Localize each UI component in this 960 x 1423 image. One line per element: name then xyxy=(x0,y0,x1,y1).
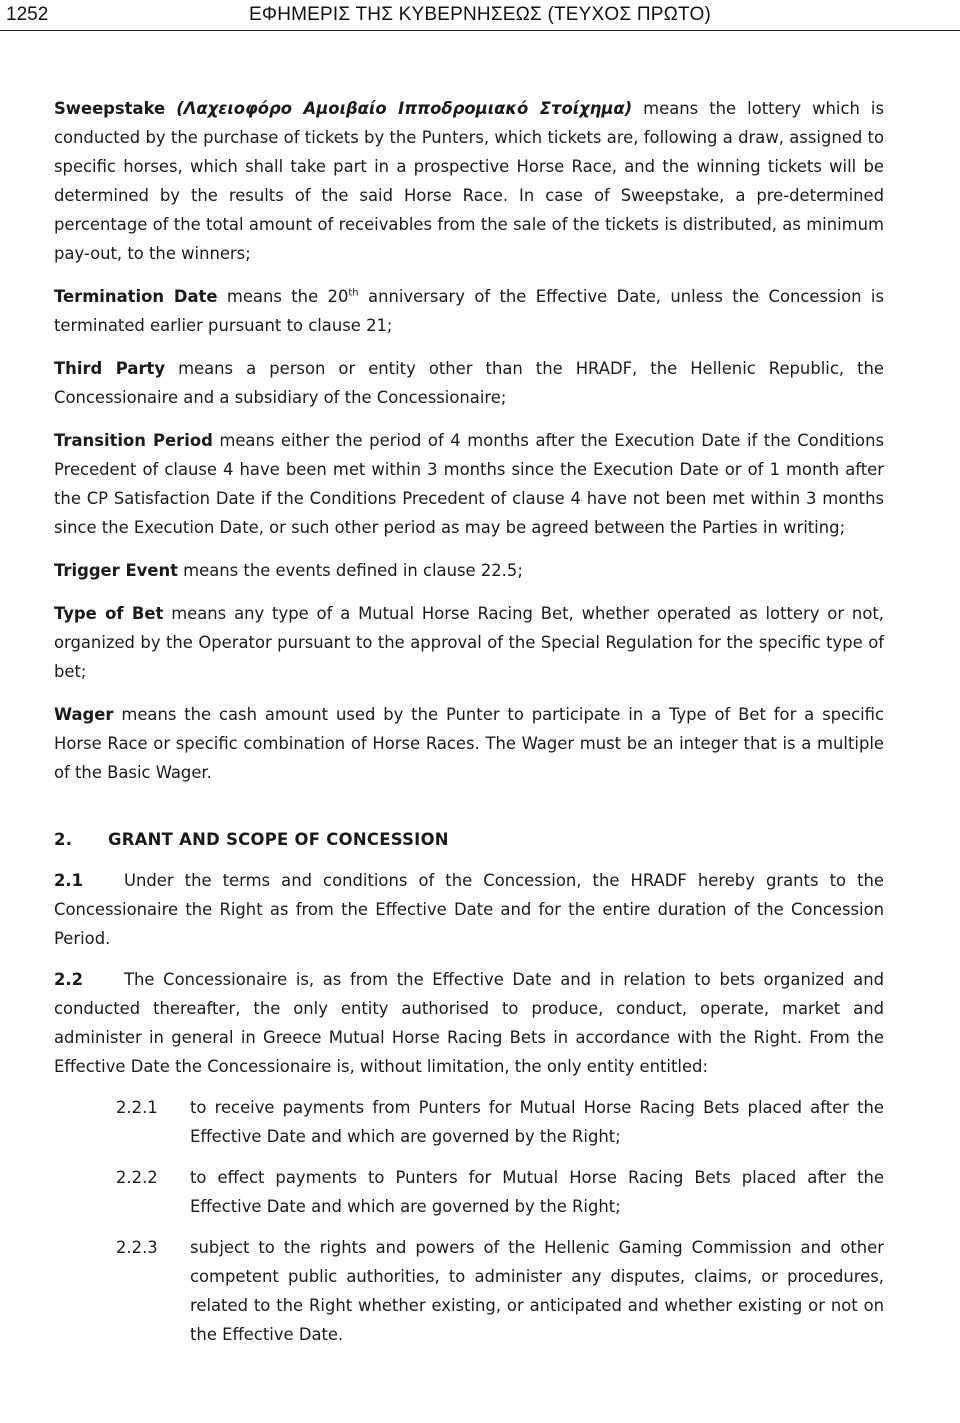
subclause-2-2-3 xyxy=(116,1233,884,1349)
definition-termination-date xyxy=(54,282,884,340)
definition-text: means any type of a Mutual Horse Racing Bet, whether operated as lottery or not, organized by the Operator pursuant to the approval of the Special Regulation for the specific type of bet; xyxy=(54,604,884,681)
definition-text: means the cash amount used by the Punter to participate in a Type of Bet for a specific Horse Race or specific combination of Horse Races. The Wager must be an integer that is a multiple of the Basic Wager. xyxy=(54,705,884,782)
subclause-text: to receive payments from Punters for Mutual Horse Racing Bets placed after the Effective Date and which are governed by the Right; xyxy=(190,1098,884,1146)
subclause-2-2-2 xyxy=(116,1163,884,1221)
definition-greek-term: (Λαχειοφόρο Αμοιβαίο Ιπποδρομιακό Στοίχημα) xyxy=(176,99,633,118)
subclause-number: 2.2.1 xyxy=(116,1098,158,1117)
clause-number: 2.1 xyxy=(54,871,84,890)
clause-text: The Concessionaire is, as from the Effective Date and in relation to bets organized and conducted thereafter, the only entity authorised to produce, conduct, operate, market and administer in general in Greece Mutual Horse Racing Bets in accordance with the Right. From the Effective Date the Concessionaire is, without limitation, the only entity entitled: xyxy=(54,970,884,1076)
subclause-text: to effect payments to Punters for Mutual Horse Racing Bets placed after the Effective Date and which are governed by the Right; xyxy=(190,1168,884,1216)
subclause-number: 2.2.3 xyxy=(116,1238,158,1257)
subclause-2-2-1 xyxy=(116,1093,884,1151)
definition-term: Type of Bet xyxy=(54,604,164,623)
page-header xyxy=(0,0,960,31)
definition-text: means a person or entity other than the HRADF, the Hellenic Republic, the Concessionaire and a subsidiary of the Concessionaire; xyxy=(54,359,884,407)
subclause-number: 2.2.2 xyxy=(116,1168,158,1187)
clause-number: 2.2 xyxy=(54,970,84,989)
section-number: 2. xyxy=(54,830,73,849)
definition-term: Transition Period xyxy=(54,431,213,450)
definition-term: Trigger Event xyxy=(54,561,178,580)
gazette-title: ΕΦΗΜΕΡΙΣ ΤΗΣ ΚΥΒΕΡΝΗΣΕΩΣ (ΤΕΥΧΟΣ ΠΡΩΤΟ) xyxy=(248,4,711,25)
definition-trigger-event xyxy=(54,556,884,585)
definition-sweepstake xyxy=(54,94,884,268)
definition-text: means the 20 xyxy=(217,287,349,306)
definition-wager xyxy=(54,700,884,787)
definition-text: means either the period of 4 months after the Execution Date if the Conditions Precedent of clause 4 have been met within 3 months since the Execution Date or of 1 month after the CP Satisfaction Date if the Conditions Precedent of clause 4 have not been met within 3 months since the Execution Date, or such other period as may be agreed between the Parties in writing; xyxy=(54,431,884,537)
definition-term: Sweepstake xyxy=(54,99,166,118)
clause-2-2 xyxy=(54,965,884,1081)
definition-term: Termination Date xyxy=(54,287,218,306)
clause-2-1 xyxy=(54,866,884,953)
section-title: GRANT AND SCOPE OF CONCESSION xyxy=(108,830,449,849)
definition-text: anniversary of the Effective Date, unless the Concession is terminated earlier pursuant to clause 21; xyxy=(54,287,884,335)
definition-text: means the lottery which is conducted by the purchase of tickets by the Punters, which tickets are, following a draw, assigned to specific horses, which shall take part in a prospective Horse Race, and the winning tickets will be determined by the results of the said Horse Race. In case of Sweepstake, a pre-determined percentage of the total amount of receivables from the sale of the tickets is distributed, as minimum pay-out, to the winners; xyxy=(54,99,884,263)
definition-term: Wager xyxy=(54,705,114,724)
definition-term: Third Party xyxy=(54,359,166,378)
section-heading xyxy=(54,825,884,854)
page-number: 1252 xyxy=(6,4,49,25)
definition-third-party xyxy=(54,354,884,412)
document-body xyxy=(54,94,884,1361)
clause-text: Under the terms and conditions of the Concession, the HRADF hereby grants to the Concessionaire the Right as from the Effective Date and for the entire duration of the Concession Period. xyxy=(54,871,884,948)
subclause-text: subject to the rights and powers of the Hellenic Gaming Commission and other competent public authorities, to administer any disputes, claims, or procedures, related to the Right whether existing, or anticipated and whether existing or not on the Effective Date. xyxy=(190,1238,884,1344)
ordinal-suffix: th xyxy=(348,287,359,299)
definition-type-of-bet xyxy=(54,599,884,686)
definition-transition-period xyxy=(54,426,884,542)
definition-text: means the events defined in clause 22.5; xyxy=(177,561,523,580)
